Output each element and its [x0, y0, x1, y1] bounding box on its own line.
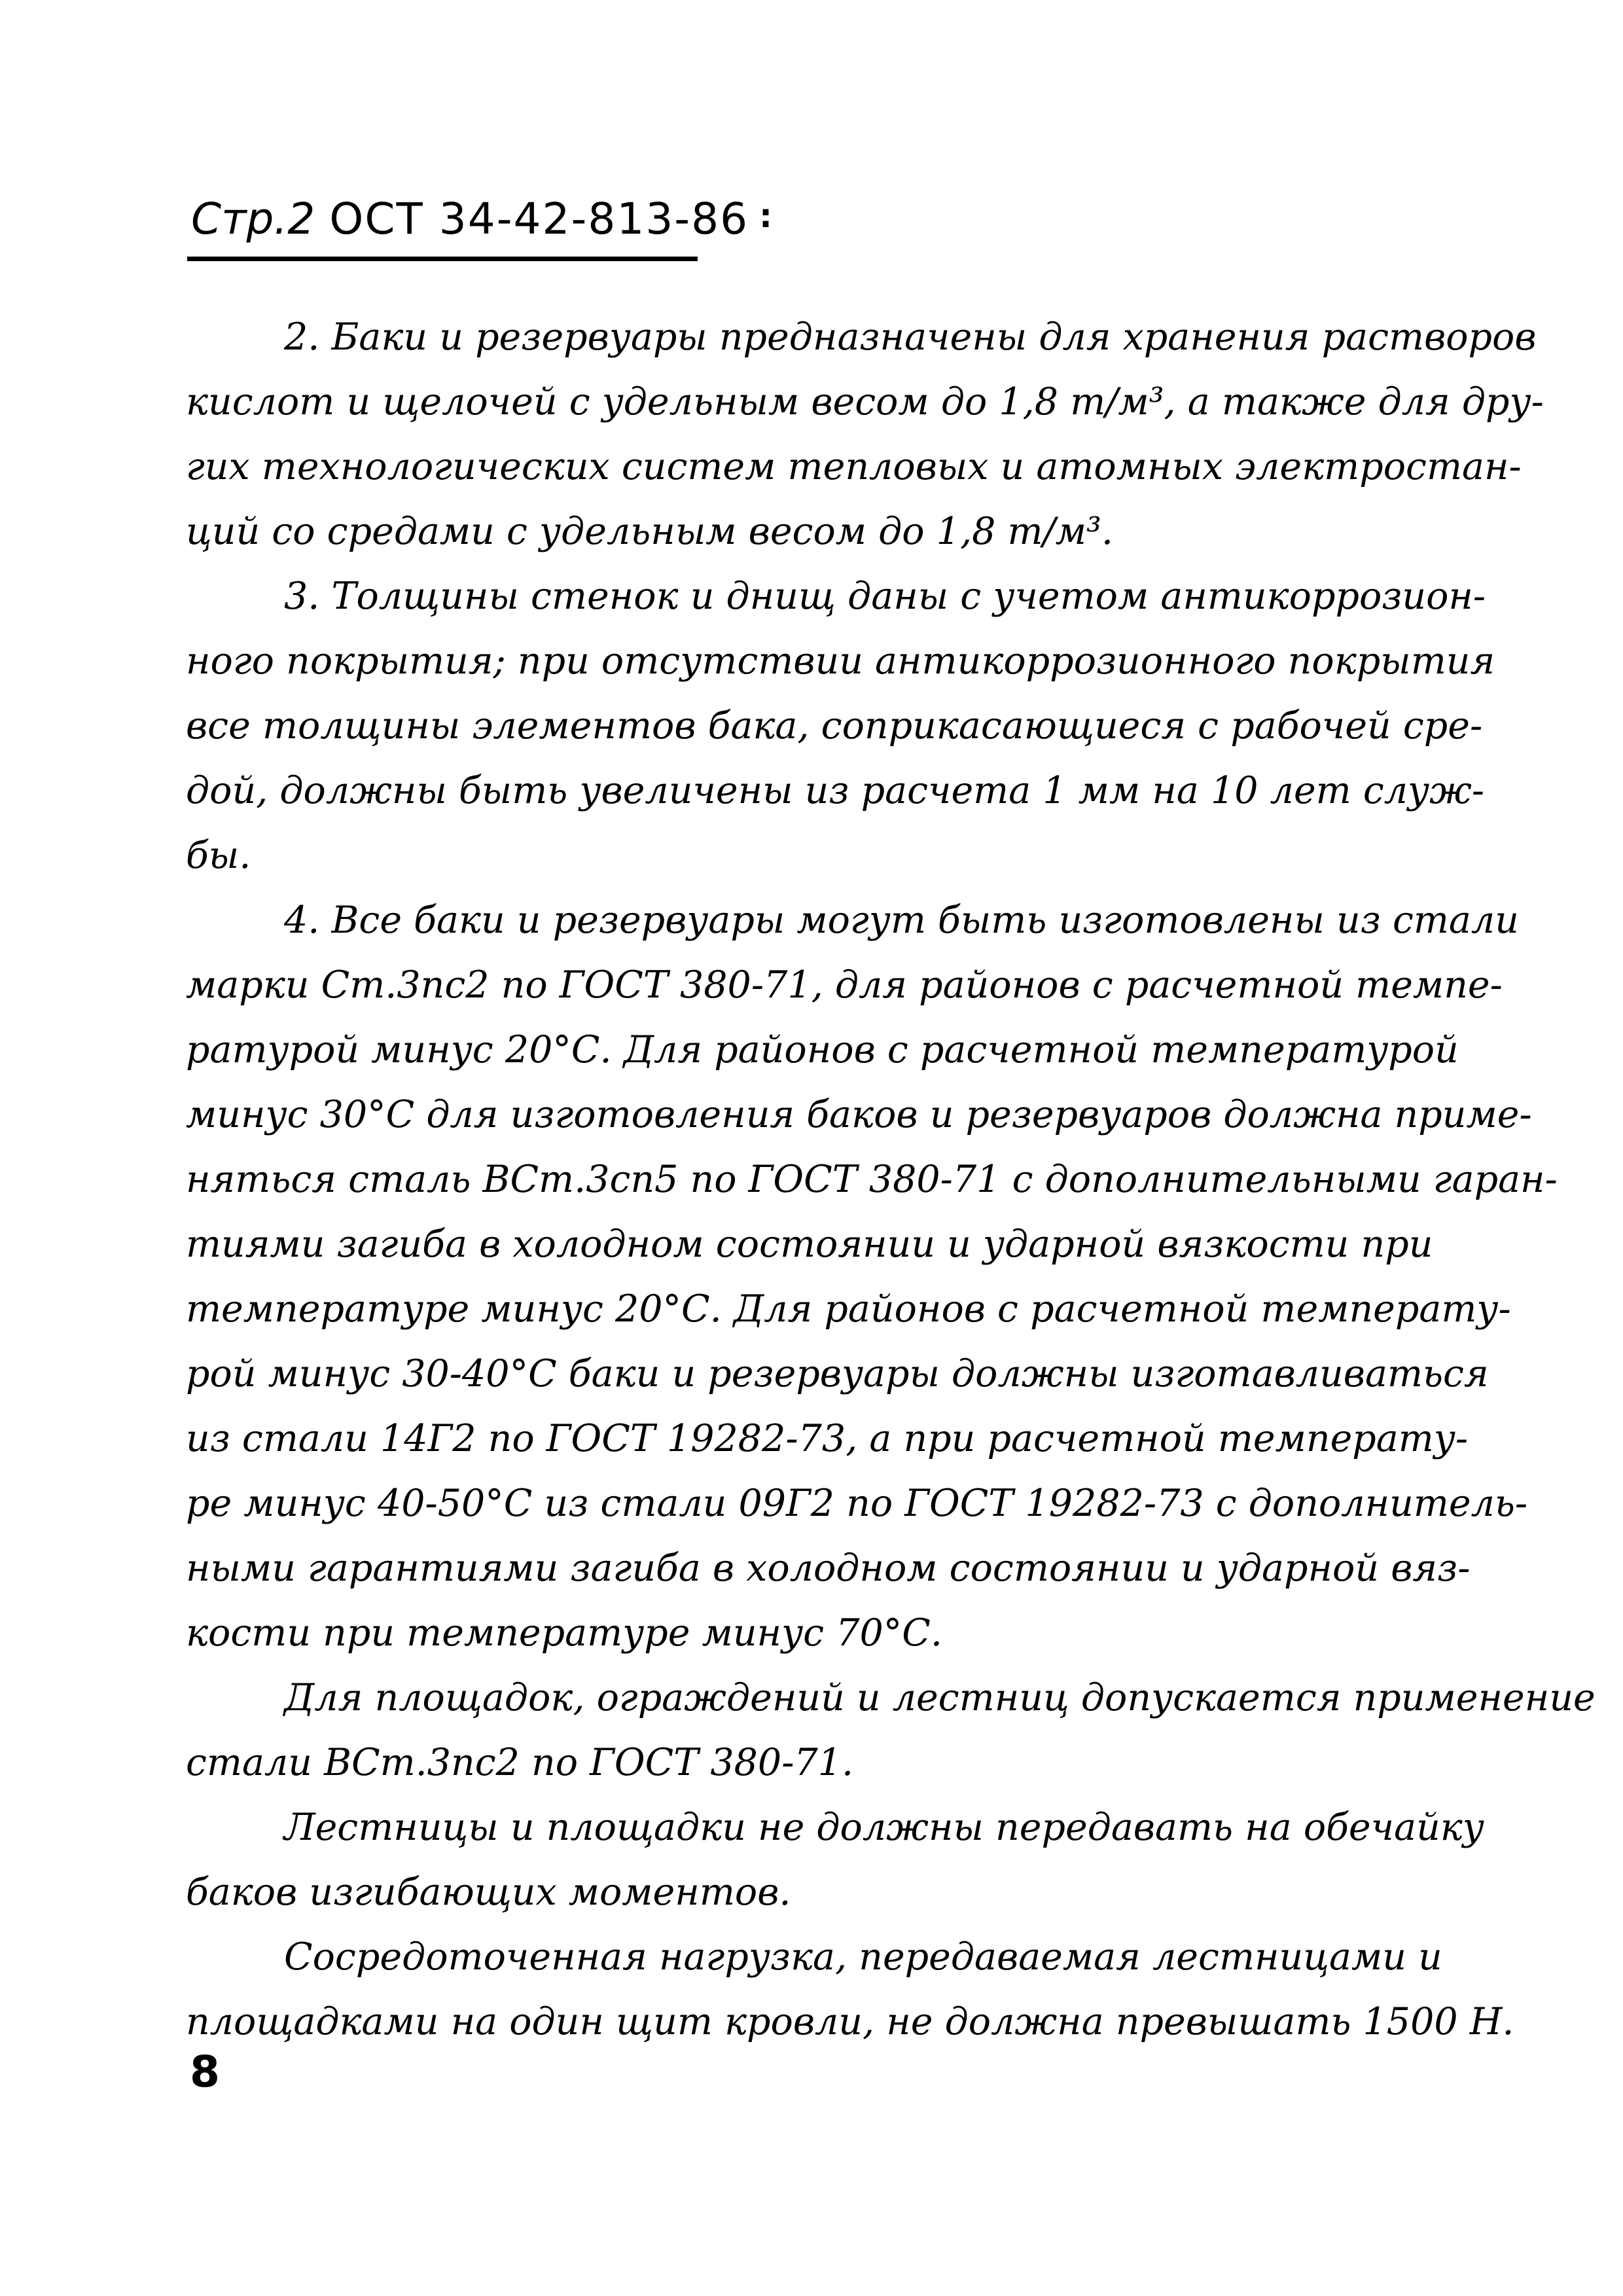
text-line: дой, должны быть увеличены из расчета 1 мм на 10 лет служ-: [186, 769, 1485, 812]
text-line: из стали 14Г2 по ГОСТ 19282-73, а при расчетной температу-: [186, 1417, 1469, 1460]
text-line: ного покрытия; при отсутствии антикоррозионного покрытия: [186, 639, 1495, 683]
text-line-paragraph-2-start: 2. Баки и резервуары предназначены для хранения растворов: [284, 315, 1537, 359]
header-mark: :: [759, 197, 772, 235]
text-line: ций со средами с удельным весом до 1,8 т/м³.: [186, 510, 1113, 553]
page-header: [191, 190, 749, 249]
text-line: няться сталь ВСт.3сп5 по ГОСТ 380-71 с дополнительными гаран-: [186, 1158, 1558, 1201]
document-body: [186, 305, 1596, 2054]
text-line: кислот и щелочей с удельным весом до 1,8 т/м³, а также для дру-: [186, 380, 1544, 423]
standard-code: ОСТ 34-42-813-86: [329, 194, 749, 244]
text-line-paragraph-platforms-start: Для площадок, ограждений и лестниц допускается применение: [284, 1676, 1596, 1719]
text-line: бы.: [186, 834, 251, 877]
sheet-number: Стр.2: [191, 194, 315, 244]
text-line: минус 30°С для изготовления баков и резервуаров должна приме-: [186, 1093, 1532, 1136]
text-line: все толщины элементов бака, соприкасающиеся с рабочей сре-: [186, 704, 1483, 747]
text-line: гих технологических систем тепловых и атомных электростан-: [186, 445, 1522, 488]
text-line-paragraph-ladders-start: Лестницы и площадки не должны передавать на обечайку: [284, 1806, 1484, 1849]
text-line: марки Ст.3пс2 по ГОСТ 380-71, для районов с расчетной темпе-: [186, 963, 1503, 1007]
page-number: 8: [190, 2047, 220, 2097]
text-line-paragraph-4-start: 4. Все баки и резервуары могут быть изготовлены из стали: [284, 899, 1519, 942]
text-line: рой минус 30-40°С баки и резервуары должны изготавливаться: [186, 1352, 1489, 1395]
text-line: баков изгибающих моментов.: [186, 1871, 791, 1914]
text-line: площадками на один щит кровли, не должна превышать 1500 Н.: [186, 2000, 1514, 2043]
text-line: ратурой минус 20°С. Для районов с расчетной температурой: [186, 1028, 1459, 1071]
text-line-paragraph-load-start: Сосредоточенная нагрузка, передаваемая лестницами и: [284, 1935, 1442, 1979]
text-line: кости при температуре минус 70°С.: [186, 1611, 942, 1655]
text-line: ными гарантиями загиба в холодном состоянии и ударной вяз-: [186, 1547, 1471, 1590]
text-line: тиями загиба в холодном состоянии и ударной вязкости при: [186, 1223, 1433, 1266]
text-line: стали ВСт.3пс2 по ГОСТ 380-71.: [186, 1741, 854, 1784]
text-line: температуре минус 20°С. Для районов с расчетной температу-: [186, 1287, 1511, 1331]
header-underline: [187, 257, 698, 261]
text-line: ре минус 40-50°С из стали 09Г2 по ГОСТ 19282-73 с дополнитель-: [186, 1482, 1528, 1525]
text-line-paragraph-3-start: 3. Толщины стенок и днищ даны с учетом антикоррозион-: [284, 575, 1486, 618]
